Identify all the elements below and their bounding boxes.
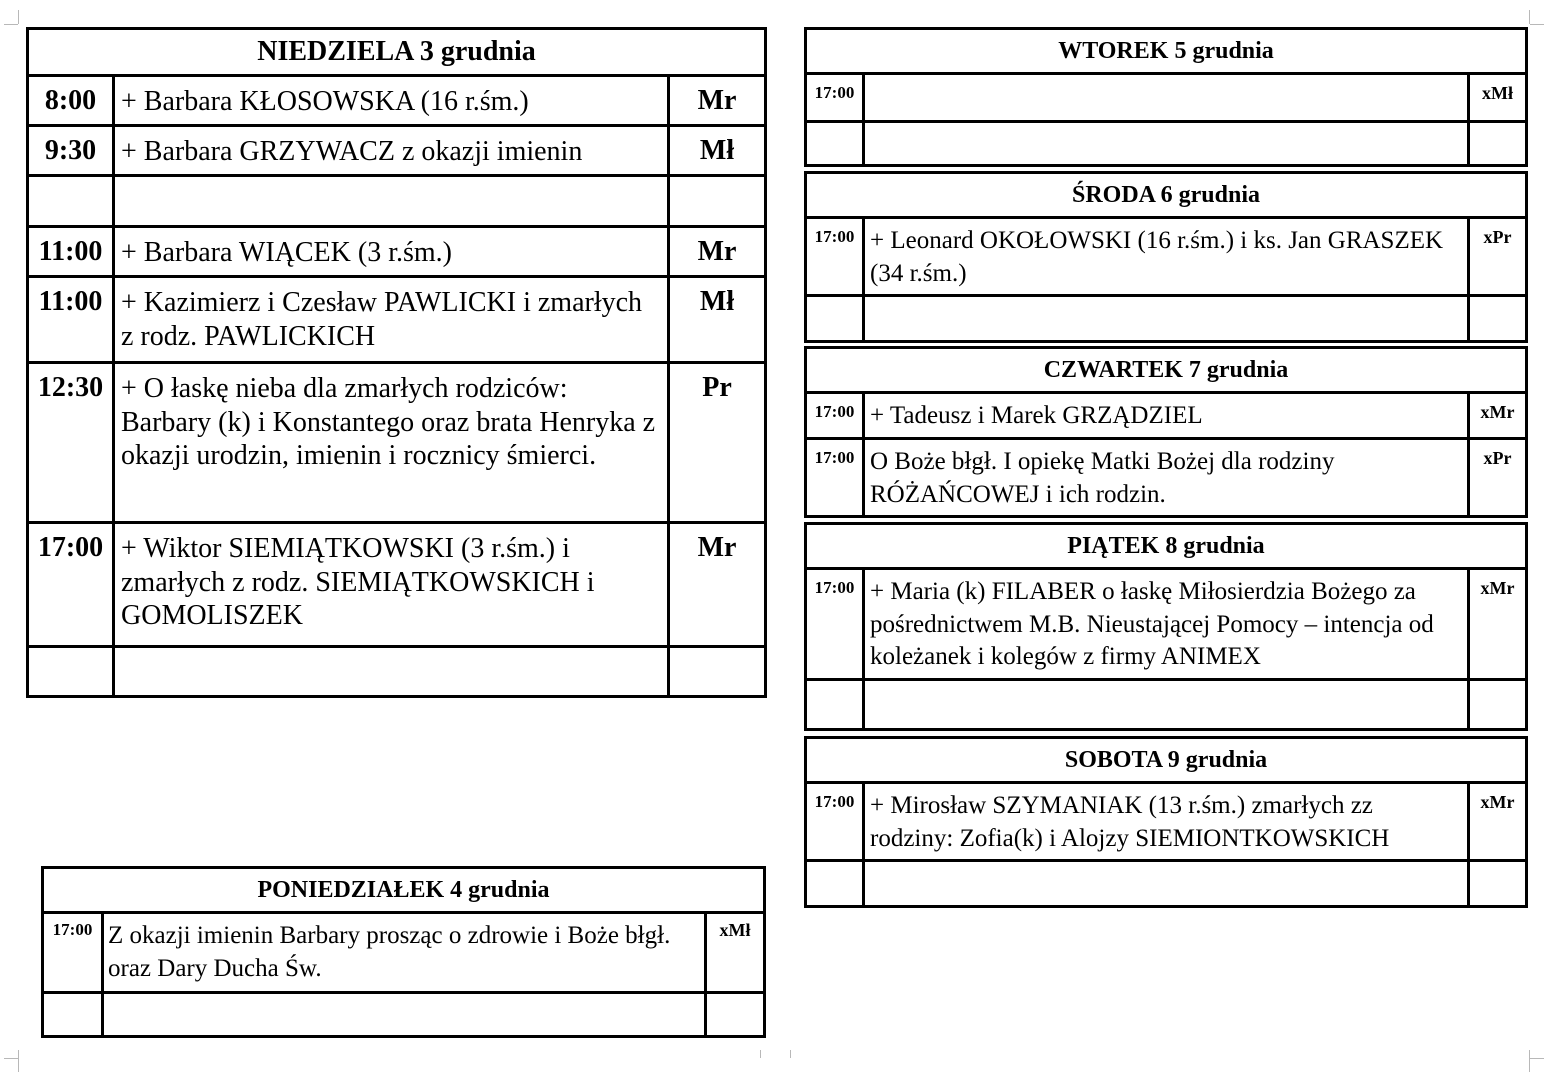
mass-time: 12:30	[28, 363, 114, 523]
table-row-empty	[806, 679, 1527, 729]
table-row-empty	[806, 122, 1527, 166]
table-row	[806, 74, 1527, 122]
mass-time: 17:00	[806, 783, 864, 861]
day-title: NIEDZIELA 3 grudnia	[28, 29, 766, 76]
mass-time: 11:00	[28, 227, 114, 277]
priest-code: Mł	[669, 126, 766, 176]
mass-intention	[864, 74, 1469, 122]
table-row	[28, 363, 766, 523]
table-row	[28, 277, 766, 363]
mass-intention: + Wiktor SIEMIĄTKOWSKI (3 r.śm.) i zmarłych z rodz. SIEMIĄTKOWSKICH i GOMOLISZEK	[114, 523, 669, 647]
monday-schedule-table	[41, 866, 766, 1038]
crop-mark	[1529, 1050, 1530, 1072]
day-title: PONIEDZIAŁEK 4 grudnia	[43, 868, 765, 913]
table-row	[28, 227, 766, 277]
mass-intention: + Barbara GRZYWACZ z okazji imienin	[114, 126, 669, 176]
priest-code: Mr	[669, 76, 766, 126]
crop-mark	[760, 1050, 761, 1058]
wednesday-schedule-table	[804, 171, 1528, 343]
friday-schedule-table	[804, 522, 1528, 731]
mass-intention: + Mirosław SZYMANIAK (13 r.śm.) zmarłych zz rodziny: Zofia(k) i Alojzy SIEMIONTKOWSKICH	[864, 783, 1469, 861]
table-row-empty	[28, 176, 766, 227]
priest-code: Mł	[669, 277, 766, 363]
crop-mark	[18, 10, 19, 24]
mass-time: 17:00	[43, 913, 103, 993]
mass-intention: + Barbara KŁOSOWSKA (16 r.śm.)	[114, 76, 669, 126]
day-title: WTOREK 5 grudnia	[806, 29, 1527, 74]
mass-time: 11:00	[28, 277, 114, 363]
thursday-schedule-table	[804, 346, 1528, 518]
table-row	[806, 569, 1527, 680]
mass-intention: + Kazimierz i Czesław PAWLICKI i zmarłych z rodz. PAWLICKICH	[114, 277, 669, 363]
day-title: ŚRODA 6 grudnia	[806, 173, 1527, 218]
table-row	[806, 783, 1527, 861]
mass-intention: + Tadeusz i Marek GRZĄDZIEL	[864, 393, 1469, 439]
priest-code: xMł	[1469, 74, 1527, 122]
priest-code: xPr	[1469, 218, 1527, 296]
table-row-empty	[43, 993, 765, 1037]
priest-code: Mr	[669, 523, 766, 647]
sunday-schedule-table	[26, 27, 767, 698]
table-row	[28, 126, 766, 176]
table-row	[806, 218, 1527, 296]
priest-code: Mr	[669, 227, 766, 277]
table-row-empty	[28, 647, 766, 697]
tuesday-schedule-table	[804, 27, 1528, 167]
crop-mark	[1530, 24, 1544, 25]
priest-code: Pr	[669, 363, 766, 523]
priest-code: xMr	[1469, 569, 1527, 680]
mass-intention: + Barbara WIĄCEK (3 r.śm.)	[114, 227, 669, 277]
crop-mark	[790, 1050, 791, 1058]
crop-mark	[1530, 1058, 1544, 1059]
day-title: SOBOTA 9 grudnia	[806, 738, 1527, 783]
table-row	[43, 913, 765, 993]
table-row-empty	[806, 296, 1527, 342]
table-row-empty	[806, 861, 1527, 907]
mass-time: 8:00	[28, 76, 114, 126]
priest-code: xMr	[1469, 783, 1527, 861]
priest-code: xPr	[1469, 439, 1527, 517]
mass-intention: + Maria (k) FILABER o łaskę Miłosierdzia Bożego za pośrednictwem M.B. Nieustającej Pomocy – intencja od koleżanek i kolegów z firmy ANIMEX	[864, 569, 1469, 680]
crop-mark	[4, 24, 18, 25]
table-row	[806, 393, 1527, 439]
crop-mark	[18, 1050, 19, 1072]
mass-time: 17:00	[806, 393, 864, 439]
table-row	[28, 523, 766, 647]
mass-intention: O Boże błgł. I opiekę Matki Bożej dla rodziny RÓŻAŃCOWEJ i ich rodzin.	[864, 439, 1469, 517]
priest-code: xMł	[706, 913, 765, 993]
day-title: CZWARTEK 7 grudnia	[806, 348, 1527, 393]
priest-code: xMr	[1469, 393, 1527, 439]
mass-intention: Z okazji imienin Barbary prosząc o zdrowie i Boże błgł. oraz Dary Ducha Św.	[103, 913, 706, 993]
crop-mark	[4, 1058, 18, 1059]
mass-time: 17:00	[806, 218, 864, 296]
mass-time: 17:00	[806, 439, 864, 517]
mass-time: 9:30	[28, 126, 114, 176]
table-row	[28, 76, 766, 126]
crop-mark	[1529, 10, 1530, 24]
table-row	[806, 439, 1527, 517]
mass-intention: + Leonard OKOŁOWSKI (16 r.śm.) i ks. Jan GRASZEK (34 r.śm.)	[864, 218, 1469, 296]
saturday-schedule-table	[804, 736, 1528, 908]
day-title: PIĄTEK 8 grudnia	[806, 524, 1527, 569]
mass-time: 17:00	[806, 569, 864, 680]
mass-time: 17:00	[28, 523, 114, 647]
mass-intention: + O łaskę nieba dla zmarłych rodziców: Barbary (k) i Konstantego oraz brata Henryka z okazji urodzin, imienin i rocznicy śmierci.	[114, 363, 669, 523]
mass-time: 17:00	[806, 74, 864, 122]
